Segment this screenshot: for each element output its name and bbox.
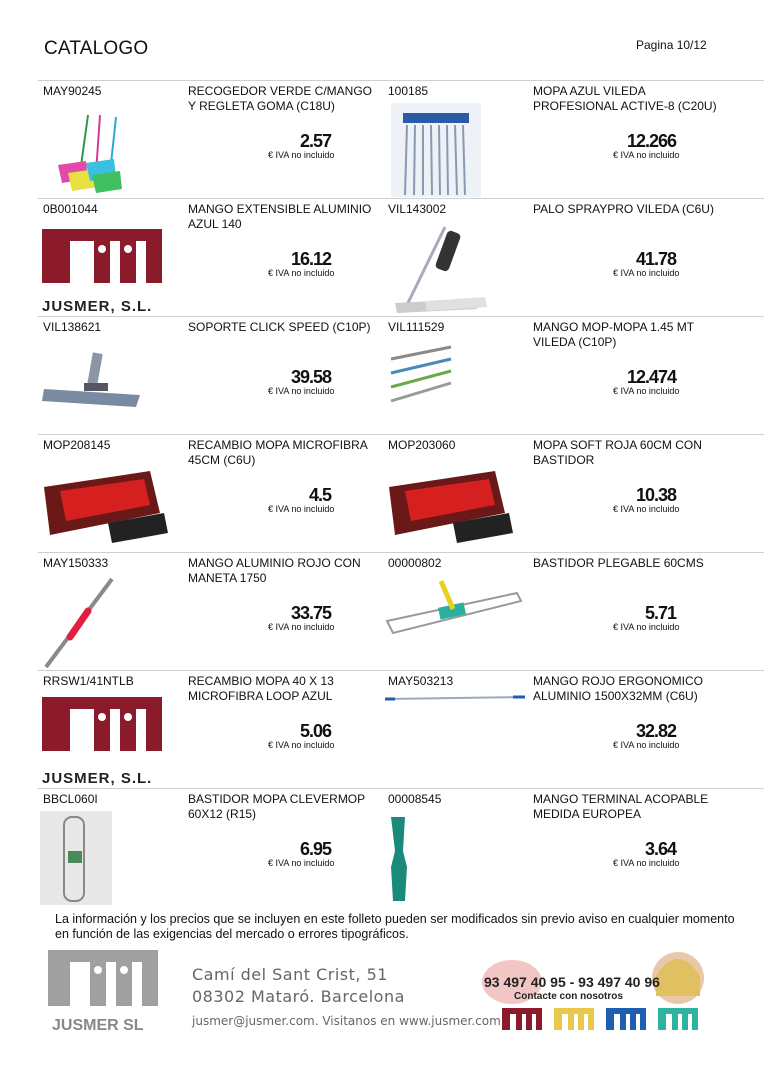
product-price: 10.38 bbox=[635, 485, 676, 505]
vat-note: € IVA no incluido bbox=[613, 268, 680, 278]
disclaimer: La información y los precios que se incluyen en este folleto pueden ser modificados sin previo aviso en cualquier momento en función de las exigencias del mercado o errores tipográficos. bbox=[55, 912, 735, 941]
product-item[interactable] bbox=[38, 671, 383, 789]
product-price: 4.5 bbox=[308, 485, 331, 505]
yellow-logo-icon bbox=[554, 1008, 594, 1030]
teal-logo-icon bbox=[658, 1008, 698, 1030]
address-line-3: jusmer@jusmer.com. Visitanos en www.jusmer.com bbox=[192, 1014, 501, 1028]
vat-note: € IVA no incluido bbox=[268, 858, 335, 868]
vat-note: € IVA no incluido bbox=[268, 386, 335, 396]
product-name: MANGO TERMINAL ACOPABLE MEDIDA EUROPEA bbox=[533, 792, 709, 821]
product-item[interactable] bbox=[38, 553, 383, 671]
catalog-row bbox=[38, 434, 764, 552]
vat-note: € IVA no incluido bbox=[268, 740, 335, 750]
product-code: VIL111529 bbox=[388, 320, 445, 334]
handles-image bbox=[385, 339, 525, 433]
product-name: BASTIDOR MOPA CLEVERMOP 60X12 (R15) bbox=[188, 792, 365, 821]
product-name: PALO SPRAYPRO VILEDA (C6U) bbox=[533, 202, 714, 216]
address-line-2: 08302 Mataró. Barcelona bbox=[192, 987, 405, 1006]
product-code: MAY90245 bbox=[43, 84, 102, 98]
product-name: MANGO ALUMINIO ROJO CON MANETA 1750 bbox=[188, 556, 361, 585]
product-code: BBCL060I bbox=[43, 792, 98, 806]
mop-holder-image bbox=[40, 339, 180, 433]
product-item[interactable] bbox=[38, 789, 383, 907]
vat-note: € IVA no incluido bbox=[613, 858, 680, 868]
product-price: 39.58 bbox=[290, 367, 331, 387]
product-price: 2.57 bbox=[299, 131, 331, 151]
vat-note: € IVA no incluido bbox=[613, 740, 680, 750]
dustpans-image bbox=[40, 103, 180, 197]
product-name: SOPORTE CLICK SPEED (C10P) bbox=[188, 320, 371, 334]
vat-note: € IVA no incluido bbox=[613, 622, 680, 632]
product-name: MOPA SOFT ROJA 60CM CON BASTIDOR bbox=[533, 438, 702, 467]
vat-note: € IVA no incluido bbox=[268, 504, 335, 514]
red-soft-mop-image bbox=[385, 457, 525, 551]
vat-note: € IVA no incluido bbox=[268, 150, 335, 160]
product-item[interactable] bbox=[38, 435, 383, 553]
product-item[interactable] bbox=[383, 317, 728, 435]
doc-title: CATALOGO bbox=[44, 38, 149, 59]
product-item[interactable] bbox=[383, 81, 728, 199]
folding-frame-image bbox=[385, 575, 525, 669]
catalog-row bbox=[38, 316, 764, 434]
product-price: 33.75 bbox=[290, 603, 331, 623]
vat-note: € IVA no incluido bbox=[613, 386, 680, 396]
contact-label: Contacte con nosotros bbox=[514, 991, 623, 1002]
blue-logo-icon bbox=[606, 1008, 646, 1030]
product-price: 6.95 bbox=[299, 839, 331, 859]
footer-logo bbox=[44, 948, 164, 1038]
product-price: 16.12 bbox=[290, 249, 331, 269]
product-code: MOP203060 bbox=[388, 438, 456, 452]
product-code: RRSW1/41NTLB bbox=[43, 674, 134, 688]
product-code: 00000802 bbox=[388, 556, 442, 570]
catalog-row bbox=[38, 80, 764, 198]
product-code: 100185 bbox=[388, 84, 429, 98]
product-price: 5.71 bbox=[644, 603, 676, 623]
vat-note: € IVA no incluido bbox=[268, 622, 335, 632]
red-microfiber-mop-image bbox=[40, 457, 180, 551]
footer-logo-text: JUSMER SL bbox=[52, 1017, 144, 1034]
vat-note: € IVA no incluido bbox=[268, 268, 335, 278]
jusmer-logo-image bbox=[40, 221, 180, 315]
product-name: MANGO EXTENSIBLE ALUMINIO AZUL 140 bbox=[188, 202, 372, 231]
product-name: BASTIDOR PLEGABLE 60CMS bbox=[533, 556, 704, 570]
catalog-row bbox=[38, 552, 764, 670]
green-terminal-image bbox=[385, 811, 525, 905]
product-item[interactable] bbox=[383, 435, 728, 553]
page-number: Pagina 10/12 bbox=[636, 38, 707, 52]
blue-handle-image bbox=[385, 693, 525, 787]
brand-logos bbox=[502, 1008, 698, 1030]
product-name: RECOGEDOR VERDE C/MANGO Y REGLETA GOMA (C18U) bbox=[188, 84, 373, 113]
product-item[interactable] bbox=[38, 199, 383, 317]
product-price: 3.64 bbox=[644, 839, 676, 859]
product-code: 0B001044 bbox=[43, 202, 98, 216]
company-address bbox=[192, 964, 501, 1034]
product-item[interactable] bbox=[383, 553, 728, 671]
product-item[interactable] bbox=[38, 81, 383, 199]
product-price: 12.474 bbox=[626, 367, 676, 387]
jusmer-logo-image bbox=[40, 693, 180, 787]
catalog-row bbox=[38, 198, 764, 316]
product-price: 12.266 bbox=[626, 131, 676, 151]
maroon-logo-icon bbox=[502, 1008, 542, 1030]
product-price: 41.78 bbox=[635, 249, 676, 269]
product-item[interactable] bbox=[383, 789, 728, 907]
product-item[interactable] bbox=[383, 199, 728, 317]
logo-caption: JUSMER, S.L. bbox=[42, 298, 153, 315]
product-code: MAY150333 bbox=[43, 556, 109, 570]
product-name: MOPA AZUL VILEDA PROFESIONAL ACTIVE-8 (C20U) bbox=[533, 84, 717, 113]
product-name: RECAMBIO MOPA 40 X 13 MICROFIBRA LOOP AZUL bbox=[188, 674, 334, 703]
address-line-1: Camí del Sant Crist, 51 bbox=[192, 965, 388, 984]
product-item[interactable] bbox=[38, 317, 383, 435]
clevermop-frame-image bbox=[40, 811, 180, 905]
vat-note: € IVA no incluido bbox=[613, 150, 680, 160]
logo-caption: JUSMER, S.L. bbox=[42, 770, 153, 787]
product-code: 00008545 bbox=[388, 792, 442, 806]
product-price: 5.06 bbox=[299, 721, 331, 741]
catalog-row bbox=[38, 670, 764, 788]
product-price: 32.82 bbox=[635, 721, 676, 741]
product-name: MANGO MOP-MOPA 1.45 MT VILEDA (C10P) bbox=[533, 320, 694, 349]
red-handle-image bbox=[40, 575, 180, 669]
mop-head-image bbox=[385, 103, 525, 197]
spray-mop-image bbox=[385, 221, 525, 315]
product-code: MOP208145 bbox=[43, 438, 111, 452]
vat-note: € IVA no incluido bbox=[613, 504, 680, 514]
product-grid bbox=[38, 80, 764, 906]
phone-numbers: 93 497 40 95 - 93 497 40 96 bbox=[484, 974, 660, 990]
product-name: RECAMBIO MOPA MICROFIBRA 45CM (C6U) bbox=[188, 438, 368, 467]
product-item[interactable] bbox=[383, 671, 728, 789]
contact-banner bbox=[478, 948, 708, 1040]
product-code: VIL138621 bbox=[43, 320, 102, 334]
product-name: MANGO ROJO ERGONOMICO ALUMINIO 1500X32MM (C6U) bbox=[533, 674, 704, 703]
catalog-row bbox=[38, 788, 764, 906]
product-code: VIL143002 bbox=[388, 202, 447, 216]
product-code: MAY503213 bbox=[388, 674, 454, 688]
